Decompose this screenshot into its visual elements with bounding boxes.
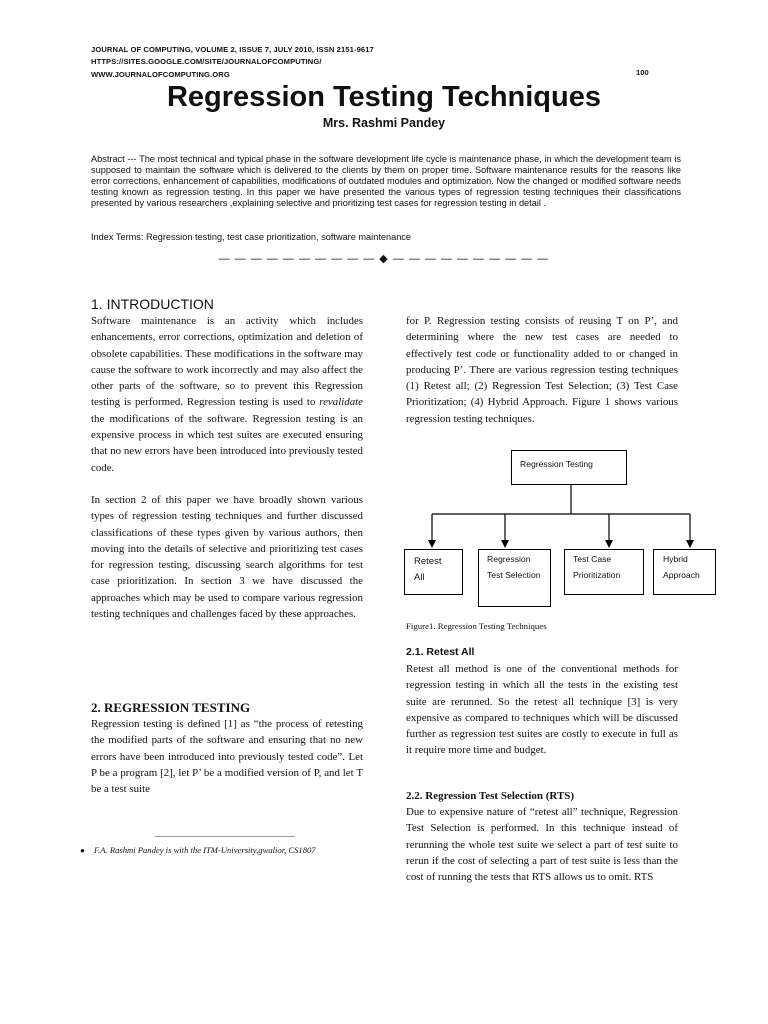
journal-www[interactable]: WWW.JOURNALOFCOMPUTING.ORG: [91, 69, 230, 79]
regression-testing-heading: 2. REGRESSION TESTING: [91, 700, 251, 715]
intro-p1-a: Software maintenance is an activity which includes enhancements, error corrections, optimization and deletion of obsolete capabilities. These modifications in the software may cause the software to work incorrectly and may also affect the other parts of the software, so to prevent this Regression testing is performed. Regression testing is used to: [91, 315, 363, 409]
paper-title: Regression Testing Techniques: [166, 81, 601, 113]
rts-heading: 2.2. Regression Test Selection (RTS): [406, 790, 575, 802]
footnote-rule: [155, 836, 295, 837]
introduction-heading: 1. INTRODUCTION: [91, 296, 214, 312]
journal-url[interactable]: HTTPS://SITES.GOOGLE.COM/SITE/JOURNALOFCOMPUTING/: [91, 57, 322, 67]
footnote-text: F.A. Rashmi Pandey is with the ITM-University,gwalior, CS1807: [94, 845, 316, 855]
regression-testing-paragraph-1: Regression testing is defined [1] as “the process of retesting the modified parts of the software and ensuring that no new errors have been introduced into previously tested code”. Let P be a program [2], let P’ be a modified version of P, and let T be a test suite: [91, 718, 363, 796]
retest-all-heading: 2.1. Retest All: [406, 646, 475, 658]
abstract: Abstract --- The most technical and typical phase in the software development life cycle is maintenance phase, in which the development team is supposed to maintain the software which is delivered to the clients by them on proper time. Software maintenance results for the reasons like error corrections, enhancement of capabilities, modifications of outdated modules and optimization. Now the changed or modified software needs testing known as regression testing. In this paper we have presented the various types of regression testing techniques their classifications presented by various researchers ,explaining selective and prioritizing test cases for regression testing in detail .: [91, 154, 681, 209]
figure-hybrid-approach-box: Hybrid Approach: [653, 549, 716, 595]
introduction-paragraph-2: In section 2 of this paper we have broadly shown various types of regression testing techniques and further discussed classifications of these types given by various authors, then moving into the details of selective and prioritizing test cases for regression testing, discussing search algorithms for test case prioritization. In section 3 we have discussed the approaches which may be used to compare various regression testing techniques and challenges faced by these approaches.: [91, 493, 363, 621]
journal-line: JOURNAL OF COMPUTING, VOLUME 2, ISSUE 7, JULY 2010, ISSN 2151-9617: [91, 45, 374, 54]
index-terms: Index Terms: Regression testing, test case prioritization, software maintenance: [91, 232, 412, 242]
introduction-paragraph-1: [91, 313, 363, 476]
revalidate-term: revalidate: [319, 396, 363, 409]
footnote: [80, 845, 316, 857]
figure-regression-techniques: [400, 448, 710, 613]
retest-all-body: Retest all method is one of the conventional methods for regression testing in which all the tests in the existing test suite are rerunned. So the retest all technique [3] is very expensive as compared to techniques which will be discussed further as regression test suites are costly to execute in full as it require more time and budget.: [406, 663, 678, 757]
intro-p1-b: the modifications of the software. Regression testing is an expensive process in which test suites are executed ensuring that no new errors have been introduced into previously tested code.: [91, 412, 363, 474]
introduction-body: [91, 313, 363, 622]
figure-retest-all-box: Retest All: [404, 549, 463, 595]
figure-test-case-prioritization-box: Test Case Prioritization: [564, 549, 644, 595]
footnote-bullet: ●: [80, 846, 85, 855]
regression-testing-paragraph-2: for P. Regression testing consists of reusing T on P’, and determining where the new test cases are needed to effectively test code or functionality added to or changed in producing P’. There are various regression testing techniques (1) Retest all; (2) Regression Test Selection; (3) Test Case Prioritization; (4) Hybrid Approach. Figure 1 shows various regression testing techniques.: [406, 315, 678, 425]
figure-regression-test-selection-box: Regression Test Selection: [478, 549, 551, 607]
journal-header: [91, 44, 374, 81]
rts-body: Due to expensive nature of “retest all” technique, Regression Test Selection is performed. In this technique instead of rerunning the whole test suite we select a part of test suite to rerun if the cost of selecting a part of test suite is less than the cost of running the tests that RTS allows us to omit. RTS: [406, 806, 678, 884]
paper-author: Mrs. Rashmi Pandey: [322, 116, 446, 130]
figure-root-box: Regression Testing: [511, 450, 627, 485]
page-number: 100: [636, 68, 649, 77]
section-divider: — — — — — — — — — — ◆ — — — — — — — — — —: [218, 253, 550, 265]
figure-caption: Figure1. Regression Testing Techniques: [406, 621, 547, 631]
